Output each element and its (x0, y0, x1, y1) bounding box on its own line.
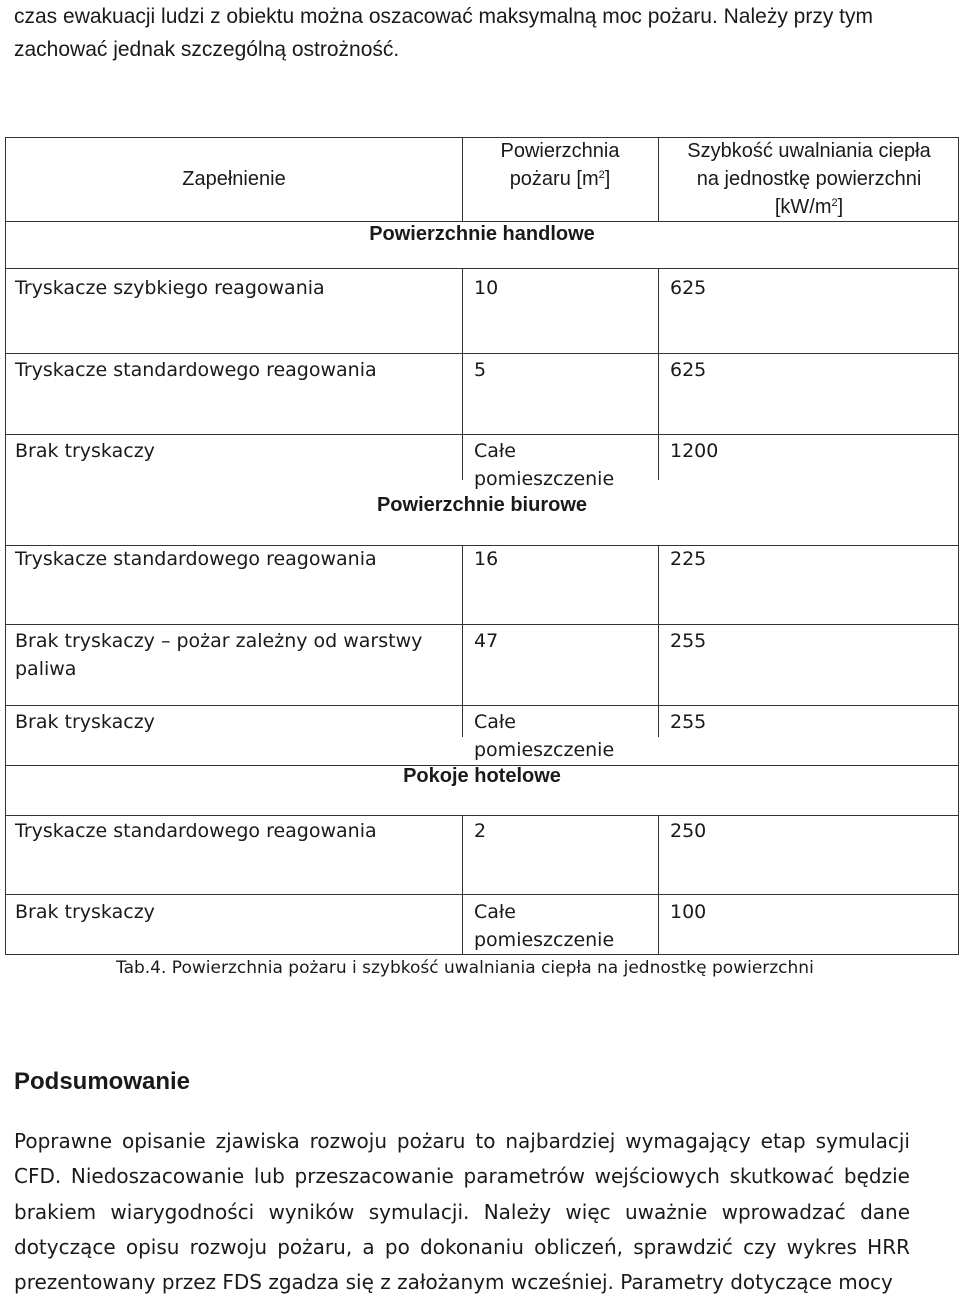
occupancy-cell: Brak tryskaczy (15, 440, 155, 462)
fire-area-cell: 5 (474, 359, 487, 381)
section-heading: Podsumowanie (14, 1068, 191, 1095)
header-fire-area (462, 137, 658, 193)
table-rule (6, 624, 958, 625)
header-hrr-line1: Szybkość uwalniania ciepła (687, 140, 931, 162)
hrr-cell: 625 (670, 277, 707, 299)
fire-area-cell: 2 (474, 820, 487, 842)
fire-area-cell: 47 (474, 630, 499, 652)
table-rule (6, 894, 958, 895)
fire-area-cell: Całe pomieszczenie (474, 711, 615, 761)
occupancy-cell: Tryskacze standardowego reagowania (15, 820, 377, 842)
occupancy-cell: Tryskacze standardowego reagowania (15, 359, 377, 381)
fire-area-cell: Całe pomieszczenie (474, 440, 615, 490)
occupancy-cell: Brak tryskaczy (15, 901, 155, 923)
fire-area-cell: Całe pomieszczenie (474, 901, 615, 951)
table-rule (658, 268, 659, 480)
table-rule (6, 268, 958, 269)
hrr-cell: 255 (670, 630, 707, 652)
hrr-cell: 100 (670, 901, 707, 923)
intro-paragraph: czas ewakuacji ludzi z obiektu można oszacować maksymalną moc pożaru. Należy przy tym zachować jednak szczególną ostrożność. (14, 5, 874, 61)
table-rule (658, 815, 659, 955)
fire-area-cell: 10 (474, 277, 499, 299)
fire-area-cell: 16 (474, 548, 499, 570)
summary-paragraph: Poprawne opisanie zjawiska rozwoju pożaru to najbardziej wymagający etap symulacji CFD. Niedoszacowanie lub przeszacowanie parametrów wejściowych skutkować będzie brakiem wiarygodności wyników symulacji. Należy więc uważnie wprowadzać dane dotyczące opisu rozwoju pożaru, a po dokonaniu obliczeń, sprawdzić czy wykres HRR prezentowany przez FDS zgadza się z założanym wcześniej. Parametry dotyczące mocy (14, 1129, 910, 1295)
occupancy-cell: Brak tryskaczy (15, 711, 155, 733)
table-rule (6, 705, 958, 706)
header-fire-area-line2: pożaru $[m^2]$ (509, 168, 611, 190)
occupancy-cell: Tryskacze szybkiego reagowania (15, 277, 325, 299)
table-rule (6, 221, 958, 222)
section-title-hotel: Pokoje hotelowe (403, 765, 561, 787)
table-rule (6, 815, 958, 816)
occupancy-cell: Tryskacze standardowego reagowania (15, 548, 377, 570)
section-title-office: Powierzchnie biurowe (376, 494, 588, 516)
table-caption: Tab.4. Powierzchnia pożaru i szybkość uwalniania ciepła na jednostkę powierzchni (116, 958, 814, 978)
hrr-cell: 625 (670, 359, 707, 381)
table-rule (462, 268, 463, 480)
table-rule (462, 545, 463, 737)
hrr-cell: 1200 (670, 440, 719, 462)
header-hrr-line3: $[kW/m^2]$ (774, 196, 844, 218)
header-hrr-line2: na jednostkę powierzchni (696, 168, 922, 190)
section-title-retail: Powierzchnie handlowe (369, 223, 595, 245)
hrr-cell: 225 (670, 548, 707, 570)
table-rule (6, 434, 958, 435)
header-fire-area-line1: Powierzchnia (500, 140, 620, 162)
hrr-table (5, 137, 959, 955)
header-hrr (658, 137, 960, 221)
hrr-cell: 255 (670, 711, 707, 733)
occupancy-cell: Brak tryskaczy – pożar zależny od warstwy paliwa (15, 630, 423, 680)
table-rule (462, 815, 463, 955)
table-rule (6, 353, 958, 354)
hrr-cell: 250 (670, 820, 707, 842)
table-rule (658, 545, 659, 737)
header-occupancy: Zapełnienie (182, 168, 286, 190)
